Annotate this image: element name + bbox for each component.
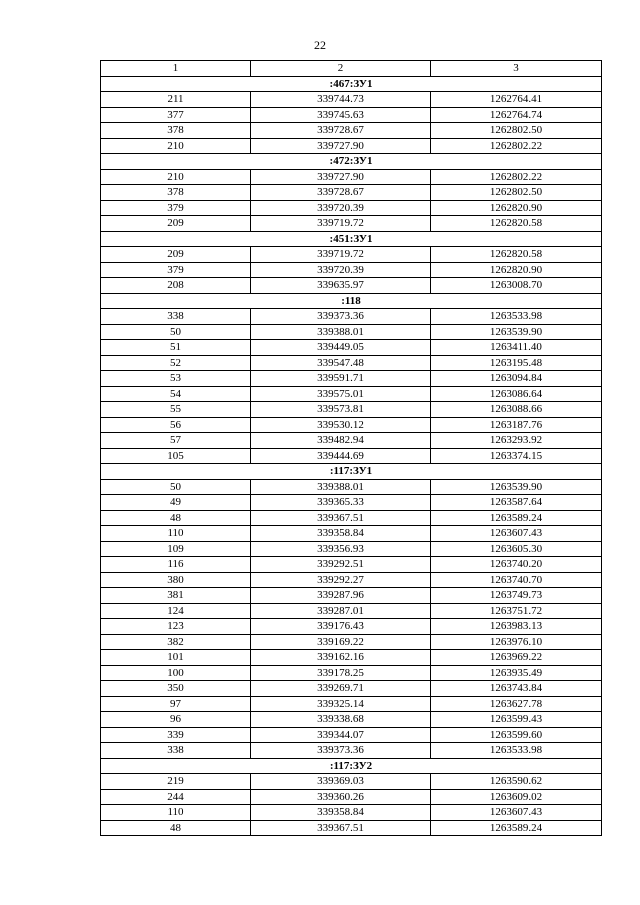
- y-coordinate-cell: 1263607.43: [431, 526, 602, 542]
- table-row: [101, 371, 602, 387]
- y-coordinate-cell: 1262820.58: [431, 247, 602, 263]
- x-coordinate-cell: 339744.73: [251, 92, 431, 108]
- point-number-cell: 379: [101, 262, 251, 278]
- y-coordinate-cell: 1263187.76: [431, 417, 602, 433]
- table-row: [101, 92, 602, 108]
- table-row: [101, 727, 602, 743]
- x-coordinate-cell: 339727.90: [251, 138, 431, 154]
- y-coordinate-cell: 1263533.98: [431, 309, 602, 325]
- point-number-cell: 210: [101, 138, 251, 154]
- x-coordinate-cell: 339367.51: [251, 820, 431, 836]
- table-row: [101, 510, 602, 526]
- point-number-cell: 210: [101, 169, 251, 185]
- table-row: [101, 650, 602, 666]
- section-title: :117:ЗУ2: [101, 758, 602, 774]
- x-coordinate-cell: 339573.81: [251, 402, 431, 418]
- x-coordinate-cell: 339720.39: [251, 262, 431, 278]
- y-coordinate-cell: 1263740.20: [431, 557, 602, 573]
- x-coordinate-cell: 339176.43: [251, 619, 431, 635]
- y-coordinate-cell: 1263589.24: [431, 820, 602, 836]
- section-title: :472:ЗУ1: [101, 154, 602, 170]
- x-coordinate-cell: 339365.33: [251, 495, 431, 511]
- point-number-cell: 105: [101, 448, 251, 464]
- x-coordinate-cell: 339169.22: [251, 634, 431, 650]
- point-number-cell: 381: [101, 588, 251, 604]
- y-coordinate-cell: 1262802.22: [431, 169, 602, 185]
- y-coordinate-cell: 1263751.72: [431, 603, 602, 619]
- table-row: [101, 324, 602, 340]
- x-coordinate-cell: 339635.97: [251, 278, 431, 294]
- table-row: [101, 138, 602, 154]
- point-number-cell: 209: [101, 216, 251, 232]
- point-number-cell: 378: [101, 185, 251, 201]
- table-row: [101, 743, 602, 759]
- point-number-cell: 124: [101, 603, 251, 619]
- y-coordinate-cell: 1262820.90: [431, 200, 602, 216]
- y-coordinate-cell: 1263008.70: [431, 278, 602, 294]
- x-coordinate-cell: 339388.01: [251, 479, 431, 495]
- table-row: [101, 355, 602, 371]
- table-row: [101, 123, 602, 139]
- point-number-cell: 219: [101, 774, 251, 790]
- point-number-cell: 339: [101, 727, 251, 743]
- coordinates-table-body: [101, 61, 602, 836]
- x-coordinate-cell: 339287.01: [251, 603, 431, 619]
- x-coordinate-cell: 339178.25: [251, 665, 431, 681]
- point-number-cell: 51: [101, 340, 251, 356]
- point-number-cell: 377: [101, 107, 251, 123]
- point-number-cell: 208: [101, 278, 251, 294]
- point-number-cell: 338: [101, 743, 251, 759]
- page-number: 22: [314, 38, 326, 52]
- point-number-cell: 97: [101, 696, 251, 712]
- column-header: 3: [431, 61, 602, 77]
- table-row: [101, 216, 602, 232]
- point-number-cell: 56: [101, 417, 251, 433]
- x-coordinate-cell: 339356.93: [251, 541, 431, 557]
- point-number-cell: 244: [101, 789, 251, 805]
- section-header-row: [101, 758, 602, 774]
- table-row: [101, 665, 602, 681]
- x-coordinate-cell: 339449.05: [251, 340, 431, 356]
- point-number-cell: 209: [101, 247, 251, 263]
- point-number-cell: 109: [101, 541, 251, 557]
- point-number-cell: 100: [101, 665, 251, 681]
- x-coordinate-cell: 339269.71: [251, 681, 431, 697]
- y-coordinate-cell: 1263607.43: [431, 805, 602, 821]
- y-coordinate-cell: 1262820.58: [431, 216, 602, 232]
- y-coordinate-cell: 1263749.73: [431, 588, 602, 604]
- y-coordinate-cell: 1263539.90: [431, 479, 602, 495]
- point-number-cell: 48: [101, 510, 251, 526]
- y-coordinate-cell: 1263969.22: [431, 650, 602, 666]
- x-coordinate-cell: 339325.14: [251, 696, 431, 712]
- x-coordinate-cell: 339287.96: [251, 588, 431, 604]
- table-row: [101, 169, 602, 185]
- x-coordinate-cell: 339358.84: [251, 526, 431, 542]
- table-row: [101, 247, 602, 263]
- point-number-cell: 382: [101, 634, 251, 650]
- x-coordinate-cell: 339727.90: [251, 169, 431, 185]
- x-coordinate-cell: 339388.01: [251, 324, 431, 340]
- section-title: :117:ЗУ1: [101, 464, 602, 480]
- section-title: :451:ЗУ1: [101, 231, 602, 247]
- x-coordinate-cell: 339373.36: [251, 743, 431, 759]
- table-row: [101, 402, 602, 418]
- y-coordinate-cell: 1263086.64: [431, 386, 602, 402]
- x-coordinate-cell: 339482.94: [251, 433, 431, 449]
- x-coordinate-cell: 339292.51: [251, 557, 431, 573]
- table-row: [101, 712, 602, 728]
- point-number-cell: 48: [101, 820, 251, 836]
- section-title: :467:ЗУ1: [101, 76, 602, 92]
- table-row: [101, 619, 602, 635]
- table-row: [101, 479, 602, 495]
- y-coordinate-cell: 1263627.78: [431, 696, 602, 712]
- table-row: [101, 448, 602, 464]
- table-row: [101, 309, 602, 325]
- y-coordinate-cell: 1262764.74: [431, 107, 602, 123]
- y-coordinate-cell: 1263983.13: [431, 619, 602, 635]
- table-row: [101, 789, 602, 805]
- y-coordinate-cell: 1263599.43: [431, 712, 602, 728]
- x-coordinate-cell: 339728.67: [251, 123, 431, 139]
- point-number-cell: 50: [101, 479, 251, 495]
- y-coordinate-cell: 1263411.40: [431, 340, 602, 356]
- table-row: [101, 495, 602, 511]
- point-number-cell: 380: [101, 572, 251, 588]
- y-coordinate-cell: 1263743.84: [431, 681, 602, 697]
- x-coordinate-cell: 339358.84: [251, 805, 431, 821]
- y-coordinate-cell: 1263605.30: [431, 541, 602, 557]
- table-row: [101, 107, 602, 123]
- section-header-row: [101, 293, 602, 309]
- y-coordinate-cell: 1263293.92: [431, 433, 602, 449]
- y-coordinate-cell: 1263589.24: [431, 510, 602, 526]
- x-coordinate-cell: 339575.01: [251, 386, 431, 402]
- table-row: [101, 417, 602, 433]
- y-coordinate-cell: 1263539.90: [431, 324, 602, 340]
- point-number-cell: 378: [101, 123, 251, 139]
- y-coordinate-cell: 1263088.66: [431, 402, 602, 418]
- point-number-cell: 116: [101, 557, 251, 573]
- y-coordinate-cell: 1263740.70: [431, 572, 602, 588]
- x-coordinate-cell: 339530.12: [251, 417, 431, 433]
- y-coordinate-cell: 1263599.60: [431, 727, 602, 743]
- x-coordinate-cell: 339360.26: [251, 789, 431, 805]
- coordinates-table: [100, 60, 602, 836]
- y-coordinate-cell: 1262802.50: [431, 185, 602, 201]
- section-title: :118: [101, 293, 602, 309]
- table-row: [101, 681, 602, 697]
- y-coordinate-cell: 1262820.90: [431, 262, 602, 278]
- table-header-row: [101, 61, 602, 77]
- table-row: [101, 634, 602, 650]
- y-coordinate-cell: 1263935.49: [431, 665, 602, 681]
- y-coordinate-cell: 1262764.41: [431, 92, 602, 108]
- point-number-cell: 55: [101, 402, 251, 418]
- table-row: [101, 805, 602, 821]
- point-number-cell: 53: [101, 371, 251, 387]
- y-coordinate-cell: 1263590.62: [431, 774, 602, 790]
- table-row: [101, 526, 602, 542]
- point-number-cell: 338: [101, 309, 251, 325]
- x-coordinate-cell: 339591.71: [251, 371, 431, 387]
- point-number-cell: 52: [101, 355, 251, 371]
- table-row: [101, 774, 602, 790]
- section-header-row: [101, 231, 602, 247]
- x-coordinate-cell: 339367.51: [251, 510, 431, 526]
- section-header-row: [101, 464, 602, 480]
- table-row: [101, 340, 602, 356]
- x-coordinate-cell: 339728.67: [251, 185, 431, 201]
- table-row: [101, 696, 602, 712]
- x-coordinate-cell: 339745.63: [251, 107, 431, 123]
- table-row: [101, 185, 602, 201]
- x-coordinate-cell: 339719.72: [251, 216, 431, 232]
- x-coordinate-cell: 339344.07: [251, 727, 431, 743]
- table-row: [101, 557, 602, 573]
- section-header-row: [101, 154, 602, 170]
- table-row: [101, 603, 602, 619]
- x-coordinate-cell: 339444.69: [251, 448, 431, 464]
- table-row: [101, 820, 602, 836]
- table-row: [101, 541, 602, 557]
- y-coordinate-cell: 1263094.84: [431, 371, 602, 387]
- x-coordinate-cell: 339547.48: [251, 355, 431, 371]
- table-row: [101, 572, 602, 588]
- point-number-cell: 211: [101, 92, 251, 108]
- section-header-row: [101, 76, 602, 92]
- point-number-cell: 350: [101, 681, 251, 697]
- table-row: [101, 200, 602, 216]
- point-number-cell: 379: [101, 200, 251, 216]
- y-coordinate-cell: 1263609.02: [431, 789, 602, 805]
- x-coordinate-cell: 339292.27: [251, 572, 431, 588]
- column-header: 1: [101, 61, 251, 77]
- x-coordinate-cell: 339369.03: [251, 774, 431, 790]
- y-coordinate-cell: 1263976.10: [431, 634, 602, 650]
- x-coordinate-cell: 339720.39: [251, 200, 431, 216]
- point-number-cell: 49: [101, 495, 251, 511]
- y-coordinate-cell: 1263374.15: [431, 448, 602, 464]
- point-number-cell: 101: [101, 650, 251, 666]
- y-coordinate-cell: 1262802.50: [431, 123, 602, 139]
- table-row: [101, 278, 602, 294]
- point-number-cell: 96: [101, 712, 251, 728]
- x-coordinate-cell: 339162.16: [251, 650, 431, 666]
- point-number-cell: 110: [101, 805, 251, 821]
- table-row: [101, 588, 602, 604]
- y-coordinate-cell: 1263195.48: [431, 355, 602, 371]
- table-row: [101, 262, 602, 278]
- point-number-cell: 50: [101, 324, 251, 340]
- y-coordinate-cell: 1263587.64: [431, 495, 602, 511]
- table-row: [101, 386, 602, 402]
- point-number-cell: 57: [101, 433, 251, 449]
- x-coordinate-cell: 339338.68: [251, 712, 431, 728]
- x-coordinate-cell: 339719.72: [251, 247, 431, 263]
- point-number-cell: 123: [101, 619, 251, 635]
- y-coordinate-cell: 1263533.98: [431, 743, 602, 759]
- x-coordinate-cell: 339373.36: [251, 309, 431, 325]
- y-coordinate-cell: 1262802.22: [431, 138, 602, 154]
- point-number-cell: 54: [101, 386, 251, 402]
- table-row: [101, 433, 602, 449]
- column-header: 2: [251, 61, 431, 77]
- point-number-cell: 110: [101, 526, 251, 542]
